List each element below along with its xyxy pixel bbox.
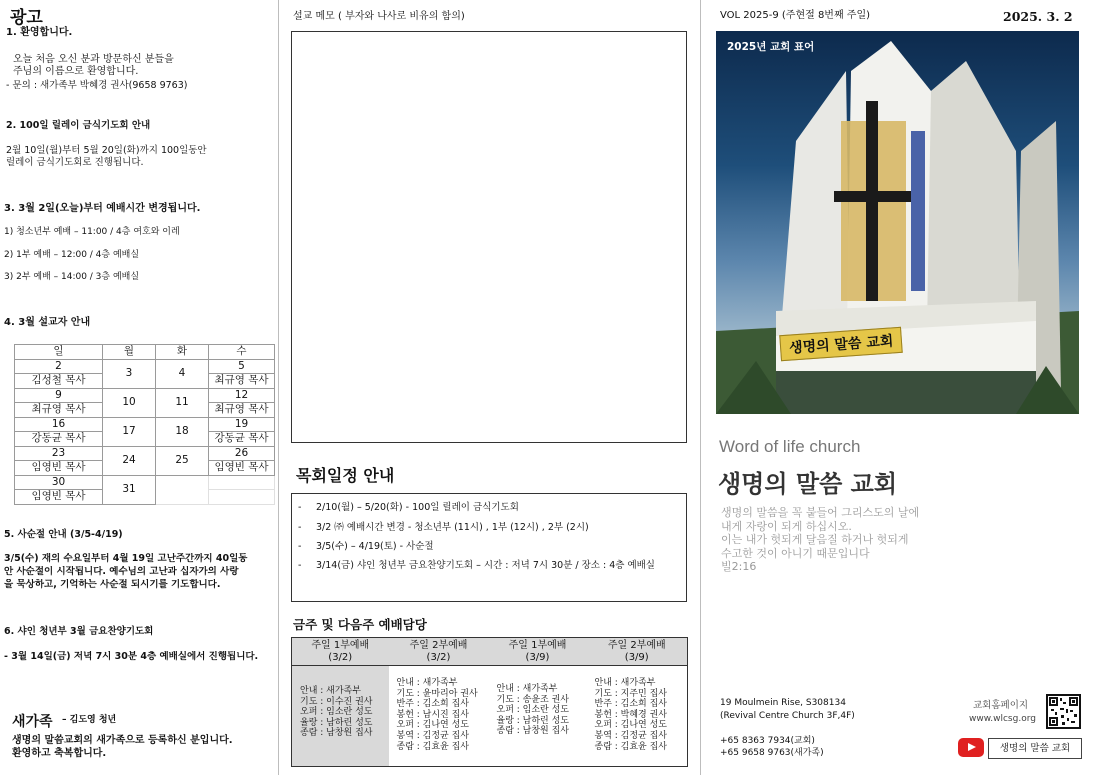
calendar-cell: 19 xyxy=(209,417,275,432)
worship-body-row xyxy=(292,666,688,767)
worship-header xyxy=(587,638,688,666)
address-line-1: 19 Moulmein Rise, S308134 xyxy=(720,698,846,708)
building-sign: 생명의 말씀 교회 xyxy=(779,327,903,361)
schedule-item xyxy=(298,541,434,552)
worship-roles xyxy=(389,666,489,767)
worship-role: 봉헌 : 박혜경 권사 xyxy=(594,709,667,720)
worship-roles xyxy=(587,666,688,767)
calendar-cell xyxy=(156,475,209,504)
bullet-dash: - xyxy=(298,502,302,513)
calendar-cell: 26 xyxy=(209,446,275,461)
column-divider-2 xyxy=(700,0,701,775)
calendar-cell: 17 xyxy=(103,417,156,446)
worship-header-label: 주일 2부예배 xyxy=(409,640,468,651)
worship-role: 종람 : 김효윤 집사 xyxy=(594,741,667,752)
worship-header-date: (3/9) xyxy=(525,652,550,663)
worship-header-date: (3/2) xyxy=(328,652,353,663)
schedule-box xyxy=(291,493,687,602)
worship-role: 반주 : 김소희 집사 xyxy=(396,699,469,710)
worship-role: 안내 : 새가족부 xyxy=(300,686,361,696)
calendar-preacher: 김성철 목사 xyxy=(15,374,103,389)
time-change-line-2: 2) 1부 예배 – 12:00 / 4층 예배실 xyxy=(4,250,140,260)
schedule-item xyxy=(298,522,589,533)
lent-line-3: 을 묵상하고, 기억하는 사순절 되시기를 기도합니다. xyxy=(4,579,221,590)
calendar-cell: 5 xyxy=(209,359,275,374)
worship-role: 종람 : 남창원 집사 xyxy=(300,728,373,739)
worship-role: 오퍼 : 임소란 성도 xyxy=(300,707,373,718)
calendar-header-wed: 수 xyxy=(209,345,275,360)
youtube-channel-button[interactable]: 생명의 말씀 교회 xyxy=(988,738,1082,759)
worship-role: 종람 : 김효윤 집사 xyxy=(396,741,469,752)
lent-line-2: 안 사순절이 시작됩니다. 예수님의 고난과 십자가의 사랑 xyxy=(4,566,239,577)
qr-code-icon[interactable] xyxy=(1046,694,1081,729)
calendar-cell: 18 xyxy=(156,417,209,446)
schedule-item-text: 3/5(수) – 4/19(토) - 사순절 xyxy=(316,541,434,552)
worship-role: 오퍼 : 김나연 성도 xyxy=(594,720,667,731)
verse-reference: 빌2:16 xyxy=(721,560,757,573)
bullet-dash: - xyxy=(298,522,302,533)
worship-header-row xyxy=(292,638,688,666)
calendar-preacher xyxy=(209,490,275,505)
worship-table xyxy=(291,637,688,767)
worship-role: 기도 : 윤마리아 권사 xyxy=(396,688,478,699)
schedule-item xyxy=(298,560,655,571)
column-divider-1 xyxy=(278,0,279,775)
verse-line: 생명의 말씀을 꼭 붙들어 그리스도의 날에 xyxy=(721,506,920,519)
worship-role: 안내 : 새가족부 xyxy=(396,678,458,688)
phone-church: +65 8363 7934(교회) xyxy=(720,736,815,746)
photo-caption: 2025년 교회 표어 xyxy=(727,41,815,53)
worship-role: 기도 : 이수진 권사 xyxy=(300,696,373,707)
church-building-photo xyxy=(716,31,1079,414)
schedule-item-text: 3/2 ㈜ 예배시간 변경 - 청소년부 (11시) , 1부 (12시) , 2부 (2시) xyxy=(316,522,589,533)
calendar-cell: 30 xyxy=(15,475,103,490)
verse-line: 수고한 것이 아니기 때문입니다 xyxy=(721,546,870,560)
calendar-cell: 10 xyxy=(103,388,156,417)
worship-role: 반주 : 김소희 집사 xyxy=(594,699,667,710)
calendar-cell xyxy=(209,475,275,490)
welcome-title: 1. 환영합니다. xyxy=(6,27,73,38)
fasting-line-1: 2월 10일(월)부터 5월 20일(화)까지 100일동안 xyxy=(6,145,207,156)
sermon-memo-title: 설교 메모 ( 부자와 나사로 비유의 함의) xyxy=(293,11,465,22)
bullet-dash: - xyxy=(298,560,302,571)
worship-roles xyxy=(489,666,587,767)
worship-header-date: (3/2) xyxy=(426,652,451,663)
youth-worship-title: 6. 샤인 청년부 3월 금요찬양기도회 xyxy=(4,626,154,637)
homepage-label: 교회홈페이지 xyxy=(973,700,1029,711)
announcements-title: 광고 xyxy=(10,8,43,28)
phone-newfamily: +65 9658 9763(새가족) xyxy=(720,748,824,758)
youtube-icon[interactable] xyxy=(958,738,984,757)
calendar-week-5-dates xyxy=(15,475,275,490)
calendar-cell: 31 xyxy=(103,475,156,504)
calendar-cell: 4 xyxy=(156,359,209,388)
schedule-title: 목회일정 안내 xyxy=(296,466,395,485)
calendar-cell: 3 xyxy=(103,359,156,388)
calendar-header-row xyxy=(15,345,275,360)
worship-header-label: 주일 1부예배 xyxy=(311,640,370,651)
calendar-cell: 2 xyxy=(15,359,103,374)
worship-role: 기도 : 지주민 집사 xyxy=(594,688,667,699)
time-change-line-1: 1) 청소년부 예배 – 11:00 / 4층 여호와 이레 xyxy=(4,227,180,237)
homepage-url[interactable]: www.wlcsg.org xyxy=(969,714,1036,724)
worship-role: 율랑 : 남하린 성도 xyxy=(300,717,373,728)
calendar-cell: 25 xyxy=(156,446,209,475)
calendar-preacher: 임영빈 목사 xyxy=(15,490,103,505)
church-building-illustration xyxy=(716,31,1079,414)
calendar-preacher: 최규영 목사 xyxy=(209,374,275,389)
worship-role: 오퍼 : 김나연 성도 xyxy=(396,720,469,731)
calendar-preacher: 임영빈 목사 xyxy=(209,461,275,476)
worship-role: 봉역 : 김정균 집사 xyxy=(594,730,667,741)
newfamily-line-2: 환영하고 축복합니다. xyxy=(12,748,107,759)
sermon-memo-box[interactable] xyxy=(291,31,687,443)
time-change-line-3: 3) 2부 예배 – 14:00 / 3층 예배실 xyxy=(4,272,140,282)
calendar-week-2-dates xyxy=(15,388,275,403)
calendar-cell: 12 xyxy=(209,388,275,403)
worship-role: 봉헌 : 남시진 집사 xyxy=(396,709,469,720)
church-korean-name: 생명의 말씀 교회 xyxy=(718,470,897,498)
calendar-cell: 11 xyxy=(156,388,209,417)
verse-line: 내게 자랑이 되게 하십시오. xyxy=(721,519,852,533)
calendar-cell: 9 xyxy=(15,388,103,403)
worship-role: 종람 : 남창원 집사 xyxy=(496,726,569,737)
calendar-preacher: 최규영 목사 xyxy=(15,403,103,418)
verse-text xyxy=(721,506,919,574)
volume-label: VOL 2025-9 (주현절 8번째 주일) xyxy=(720,10,871,21)
calendar-cell: 16 xyxy=(15,417,103,432)
worship-roles xyxy=(292,666,389,767)
bulletin-date: 2025. 3. 2 xyxy=(1003,9,1073,24)
calendar-header-sun: 일 xyxy=(15,345,103,360)
calendar-preacher: 강동균 목사 xyxy=(209,432,275,447)
fasting-line-2: 릴레이 금식기도회로 진행됩니다. xyxy=(6,157,144,168)
preacher-title: 4. 3월 설교자 안내 xyxy=(4,317,91,328)
youth-worship-line: - 3월 14일(금) 저녁 7시 30분 4층 예배실에서 진행됩니다. xyxy=(4,651,259,662)
schedule-item-text: 3/14(금) 샤인 청년부 금요찬양기도회 – 시간 : 저녁 7시 30분 / 장소 : 4층 예배실 xyxy=(316,560,655,571)
bullet-dash: - xyxy=(298,541,302,552)
calendar-cell: 23 xyxy=(15,446,103,461)
calendar-preacher: 임영빈 목사 xyxy=(15,461,103,476)
calendar-cell: 24 xyxy=(103,446,156,475)
welcome-line-2: 주님의 이름으로 환영합니다. xyxy=(13,66,139,77)
calendar-header-mon: 월 xyxy=(103,345,156,360)
worship-role: 안내 : 새가족부 xyxy=(594,678,656,688)
church-english-name: Word of life church xyxy=(719,437,861,456)
worship-role: 오퍼 : 임소란 성도 xyxy=(496,705,569,716)
calendar-preacher: 강동균 목사 xyxy=(15,432,103,447)
fasting-title: 2. 100일 릴레이 금식기도회 안내 xyxy=(6,120,151,131)
worship-header xyxy=(389,638,489,666)
worship-header xyxy=(292,638,389,666)
calendar-preacher: 최규영 목사 xyxy=(209,403,275,418)
worship-role: 봉역 : 김정균 집사 xyxy=(396,730,469,741)
newfamily-subtitle: – 김도영 청년 xyxy=(62,715,117,725)
newfamily-line-1: 생명의 말씀교회의 새가족으로 등록하신 분입니다. xyxy=(12,735,233,746)
worship-role: 기도 : 송윤조 권사 xyxy=(496,694,569,705)
address-line-2: (Revival Centre Church 3F,4F) xyxy=(720,711,855,721)
time-change-title: 3. 3월 2일(오늘)부터 예배시간 변경됩니다. xyxy=(4,203,201,214)
worship-header-date: (3/9) xyxy=(624,652,649,663)
calendar-header-tue: 화 xyxy=(156,345,209,360)
calendar-week-3-dates xyxy=(15,417,275,432)
preacher-calendar xyxy=(14,344,275,505)
worship-role: 안내 : 새가족부 xyxy=(496,684,558,694)
lent-title: 5. 사순절 안내 (3/5-4/19) xyxy=(4,529,123,540)
verse-line: 이는 내가 헛되게 달음질 하거나 헛되게 xyxy=(721,533,909,546)
worship-title: 금주 및 다음주 예배담당 xyxy=(293,617,427,632)
worship-header xyxy=(489,638,587,666)
calendar-week-4-dates xyxy=(15,446,275,461)
lent-line-1: 3/5(수) 재의 수요일부터 4월 19일 고난주간까지 40일동 xyxy=(4,553,248,564)
welcome-line-1: 오늘 처음 오신 분과 방문하신 분들을 xyxy=(13,54,174,65)
worship-header-label: 주일 2부예배 xyxy=(607,640,666,651)
welcome-contact: - 문의 : 새가족부 박혜경 권사(9658 9763) xyxy=(6,80,188,91)
worship-header-label: 주일 1부예배 xyxy=(508,640,567,651)
newfamily-title: 새가족 xyxy=(12,714,53,730)
calendar-week-1-dates xyxy=(15,359,275,374)
schedule-item xyxy=(298,502,519,513)
worship-role: 율랑 : 남하린 성도 xyxy=(496,715,569,726)
schedule-item-text: 2/10(월) – 5/20(화) - 100일 릴레이 금식기도회 xyxy=(316,502,519,513)
